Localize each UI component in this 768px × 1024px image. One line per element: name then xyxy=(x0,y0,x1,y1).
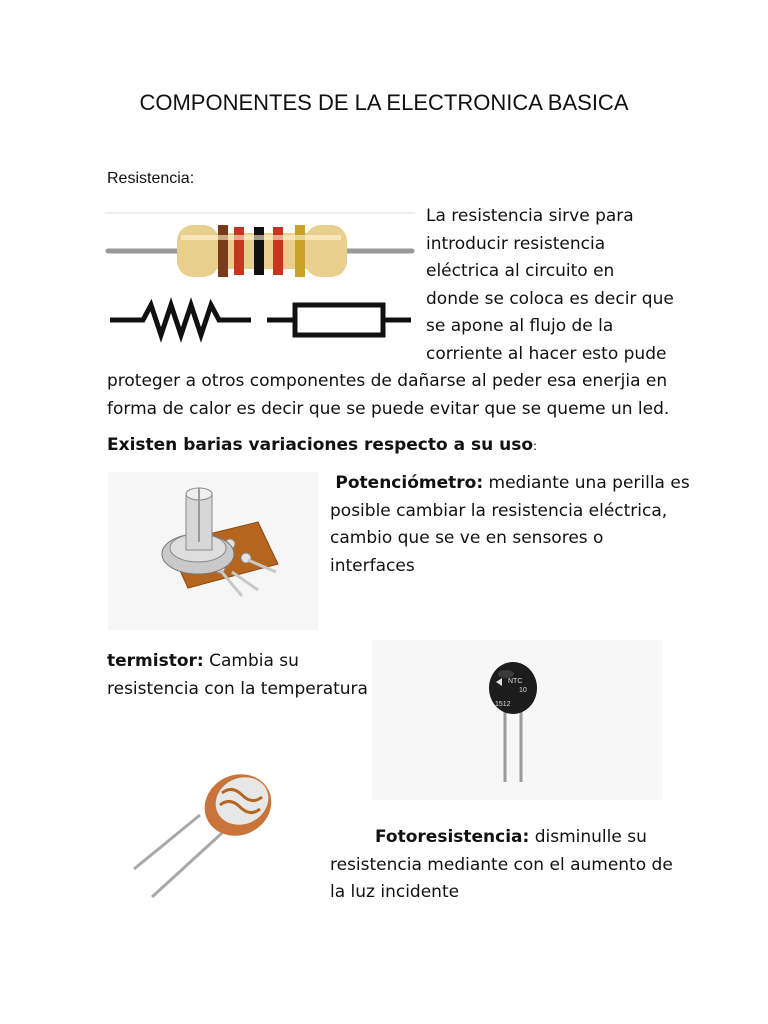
resistencia-heading xyxy=(107,170,194,188)
text-line: posible cambiar la resistencia eléctrica, xyxy=(330,500,668,521)
text-line: donde se coloca es decir que xyxy=(426,288,674,309)
resistencia-heading-label: Resistencia xyxy=(107,170,190,187)
variaciones-heading xyxy=(107,432,537,461)
text-line: cambio que se ve en sensores o xyxy=(330,528,604,548)
text-line: la luz incidente xyxy=(330,882,460,902)
fotoresistencia-label: Fotoresistencia: xyxy=(375,827,530,847)
resistencia-description-right xyxy=(426,203,756,368)
fotoresistencia-first-line: disminulle su xyxy=(529,827,647,847)
potenciometro-label: Potenciómetro: xyxy=(335,473,484,493)
text-line: eléctrica al circuito en xyxy=(426,261,615,281)
potenciometro-description xyxy=(330,470,760,580)
photoresistor-image xyxy=(130,765,300,905)
text-line: La resistencia sirve para xyxy=(426,206,634,226)
text-line: resistencia mediante con el aumento de xyxy=(330,854,673,875)
thermistor-ntc-text: NTC xyxy=(508,678,523,685)
thermistor-image xyxy=(372,640,662,800)
thermistor-code: 1512 xyxy=(495,701,511,708)
termistor-first-line: Cambia su xyxy=(203,651,299,671)
thermistor-ntc-value: 10 xyxy=(519,687,527,694)
potentiometer-image xyxy=(108,472,318,630)
text-line: corriente al hacer esto pude xyxy=(426,343,667,364)
termistor-label: termistor: xyxy=(107,651,204,671)
text-line xyxy=(330,470,760,498)
text-line: forma de calor es decir que se puede evitar que se queme un led. xyxy=(107,398,670,419)
variaciones-heading-label: Existen barias variaciones respecto a su uso xyxy=(107,435,534,455)
text-line: interfaces xyxy=(330,555,415,576)
resistencia-description-full xyxy=(107,368,757,423)
resistencia-heading-colon: : xyxy=(189,170,195,187)
text-line: introducir resistencia xyxy=(426,233,606,254)
variaciones-heading-colon: : xyxy=(533,439,538,453)
potenciometro-first-line: mediante una perilla es xyxy=(483,473,690,493)
text-line: proteger a otros componentes de dañarse al peder esa enerjia en xyxy=(107,371,668,391)
text-line xyxy=(330,824,760,852)
page-title: COMPONENTES DE LA ELECTRONICA BASICA xyxy=(139,90,629,115)
fotoresistencia-description xyxy=(330,824,760,907)
text-line: se apone al flujo de la xyxy=(426,316,614,336)
text-line xyxy=(107,648,377,676)
text-line: resistencia con la temperatura xyxy=(107,678,368,699)
termistor-description xyxy=(107,648,377,703)
resistor-image xyxy=(105,205,415,345)
